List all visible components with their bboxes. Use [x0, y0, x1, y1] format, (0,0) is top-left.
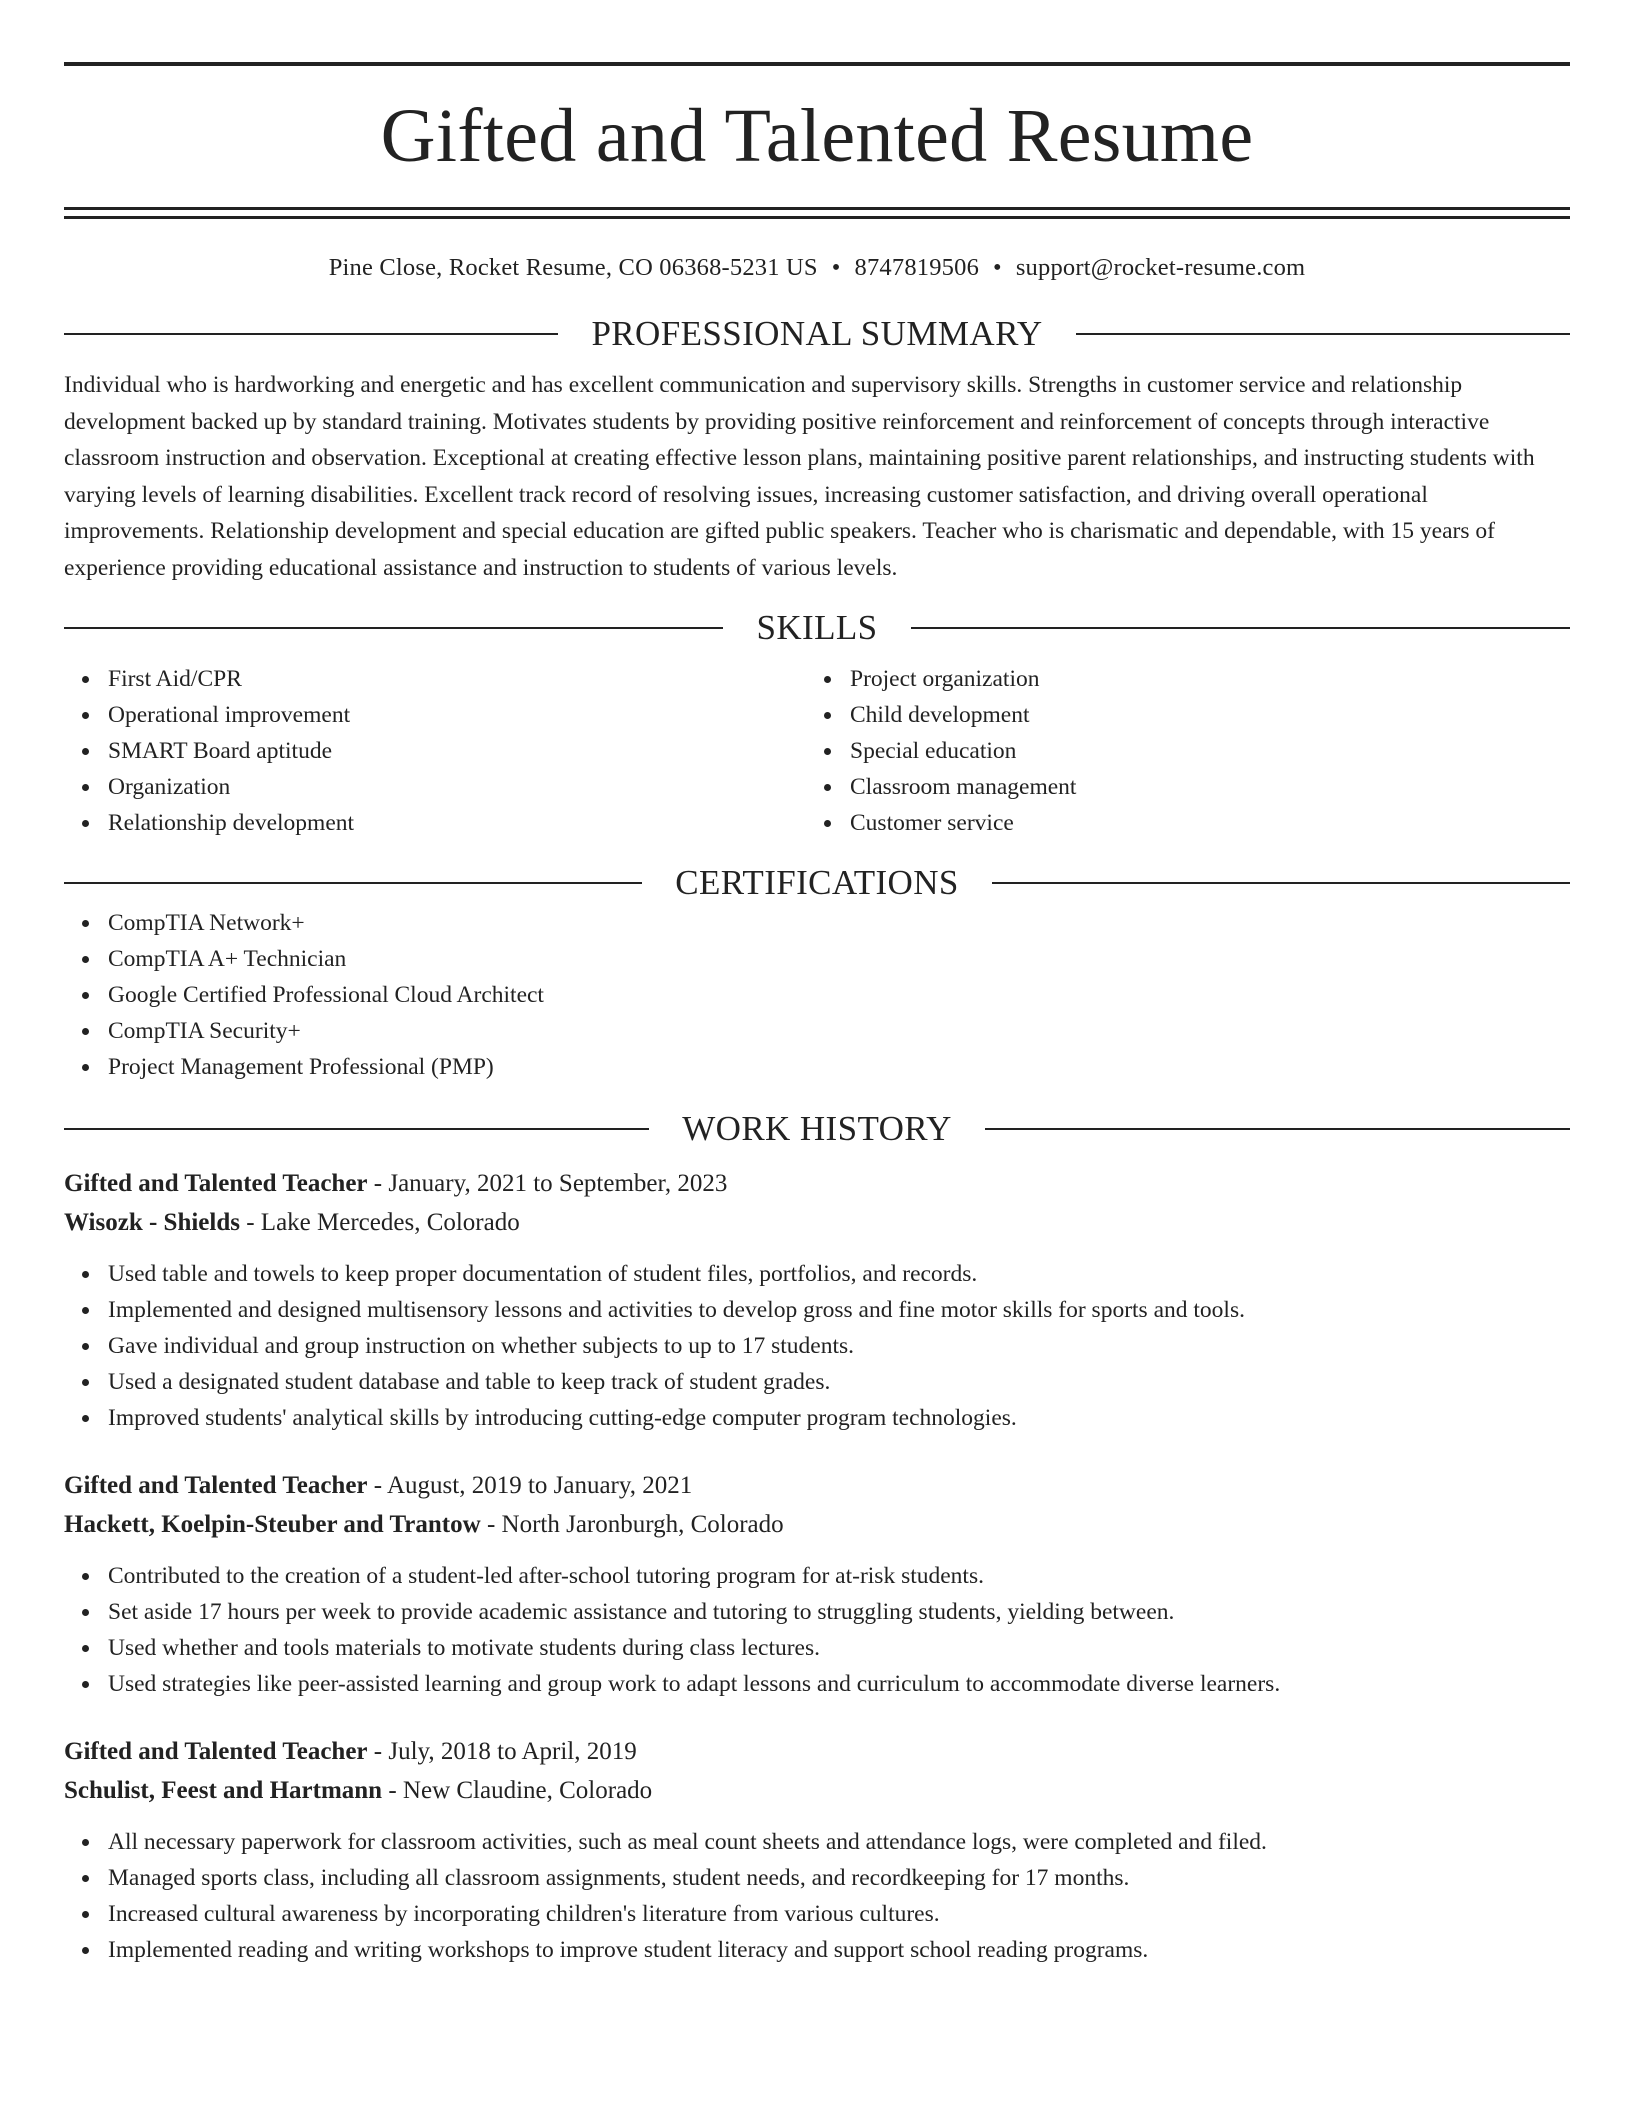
- heading-rule-left: [64, 333, 558, 335]
- skill-item: Classroom management: [850, 769, 1548, 805]
- section-title: CERTIFICATIONS: [675, 863, 959, 902]
- contact-line: [64, 252, 1570, 284]
- job-title-line: [64, 1732, 1570, 1771]
- job-duty-item: Used table and towels to keep proper documentation of student files, portfolios, and records.: [108, 1256, 1570, 1292]
- skill-item: First Aid/CPR: [108, 661, 806, 697]
- job-location: - New Claudine, Colorado: [382, 1777, 653, 1804]
- certification-item: Project Management Professional (PMP): [108, 1049, 1570, 1085]
- job-employer-line: [64, 1203, 1570, 1242]
- job-entry: [64, 1732, 1570, 1968]
- job-duty-item: Used strategies like peer-assisted learning and group work to adapt lessons and curriculum to accommodate diverse learners.: [108, 1666, 1570, 1702]
- heading-rule-left: [64, 882, 642, 884]
- section-title: WORK HISTORY: [682, 1109, 952, 1148]
- section-heading-work-history: [64, 1107, 1570, 1151]
- skill-item: Relationship development: [108, 805, 806, 841]
- skills-column-left: [64, 661, 806, 841]
- heading-rule-left: [64, 627, 723, 629]
- certification-item: CompTIA Network+: [108, 905, 1570, 941]
- job-duty-item: Set aside 17 hours per week to provide academic assistance and tutoring to struggling students, yielding between.: [108, 1594, 1570, 1630]
- job-title: Gifted and Talented Teacher: [64, 1472, 368, 1499]
- job-entry: [64, 1466, 1570, 1702]
- job-duty-item: Implemented reading and writing workshops to improve student literacy and support school reading programs.: [108, 1932, 1570, 1968]
- contact-separator: •: [831, 254, 841, 281]
- resume-title: Gifted and Talented Resume: [380, 94, 1254, 178]
- job-duty-item: Implemented and designed multisensory lessons and activities to develop gross and fine motor skills for sports and tools.: [108, 1292, 1570, 1328]
- section-heading-skills: [64, 606, 1570, 650]
- skill-item: SMART Board aptitude: [108, 733, 806, 769]
- section-title: SKILLS: [756, 608, 878, 647]
- job-dates: - August, 2019 to January, 2021: [367, 1472, 693, 1499]
- heading-rule-left: [64, 1128, 649, 1130]
- job-employer: Wisozk - Shields: [64, 1209, 240, 1236]
- skill-item: Special education: [850, 733, 1548, 769]
- job-duties-list: [64, 1824, 1570, 1968]
- skills-column-right: [806, 661, 1548, 841]
- job-title-line: [64, 1164, 1570, 1203]
- skill-item: Organization: [108, 769, 806, 805]
- contact-separator: •: [993, 254, 1002, 281]
- heading-rule-right: [911, 627, 1570, 629]
- job-employer-line: [64, 1771, 1570, 1810]
- job-duty-item: Used a designated student database and table to keep track of student grades.: [108, 1364, 1570, 1400]
- skill-item: Customer service: [850, 805, 1548, 841]
- skills-list-right: [806, 661, 1548, 841]
- job-entry: [64, 1164, 1570, 1436]
- summary-text: Individual who is hardworking and energetic and has excellent communication and supervisory skills. Strengths in customer service and relationship development backed up by standard training. Motivates students by providing positive reinforcement and reinforcement of concepts through interactive classroom instruction and observation. Exceptional at creating effective lesson plans, maintaining positive parent relationships, and instructing students with varying levels of learning disabilities. Excellent track record of resolving issues, increasing customer satisfaction, and driving overall operational improvements. Relationship development and special education are gifted public speakers. Teacher who is charismatic and dependable, with 15 years of experience providing educational assistance and instruction to students of various levels.: [64, 372, 1535, 581]
- skill-item: Project organization: [850, 661, 1548, 697]
- job-dates: - January, 2021 to September, 2023: [367, 1170, 728, 1197]
- job-duty-item: Improved students' analytical skills by introducing cutting-edge computer program technologies.: [108, 1400, 1570, 1436]
- job-duties-list: [64, 1558, 1570, 1702]
- job-dates: - July, 2018 to April, 2019: [367, 1738, 637, 1765]
- skills-list-left: [64, 661, 806, 841]
- heading-rule-right: [985, 1128, 1570, 1130]
- job-duty-item: Used whether and tools materials to motivate students during class lectures.: [108, 1630, 1570, 1666]
- header-double-rule: [64, 207, 1570, 219]
- job-title: Gifted and Talented Teacher: [64, 1738, 368, 1765]
- job-duty-item: Managed sports class, including all classroom assignments, student needs, and recordkeeping for 17 months.: [108, 1860, 1570, 1896]
- job-title: Gifted and Talented Teacher: [64, 1170, 368, 1197]
- section-title: PROFESSIONAL SUMMARY: [591, 314, 1043, 353]
- job-location: - North Jaronburgh, Colorado: [480, 1511, 784, 1538]
- contact-phone: 8747819506: [854, 254, 980, 281]
- skills-grid: [64, 661, 1570, 841]
- certification-item: CompTIA Security+: [108, 1013, 1570, 1049]
- job-employer: Hackett, Koelpin-Steuber and Trantow: [64, 1511, 481, 1538]
- certification-item: CompTIA A+ Technician: [108, 941, 1570, 977]
- section-heading-summary: [64, 312, 1570, 356]
- job-employer-line: [64, 1505, 1570, 1544]
- contact-email: support@rocket-resume.com: [1015, 254, 1306, 281]
- certifications-list: [64, 905, 1570, 1085]
- job-employer: Schulist, Feest and Hartmann: [64, 1777, 383, 1804]
- job-title-line: [64, 1466, 1570, 1505]
- job-duty-item: Increased cultural awareness by incorporating children's literature from various cultures.: [108, 1896, 1570, 1932]
- job-duty-item: Contributed to the creation of a student-led after-school tutoring program for at-risk students.: [108, 1558, 1570, 1594]
- section-heading-certifications: [64, 861, 1570, 905]
- heading-rule-right: [992, 882, 1570, 884]
- skill-item: Child development: [850, 697, 1548, 733]
- certification-item: Google Certified Professional Cloud Architect: [108, 977, 1570, 1013]
- job-duties-list: [64, 1256, 1570, 1436]
- skill-item: Operational improvement: [108, 697, 806, 733]
- contact-address: Pine Close, Rocket Resume, CO 06368-5231 US: [328, 254, 818, 281]
- heading-rule-right: [1076, 333, 1570, 335]
- job-duty-item: Gave individual and group instruction on whether subjects to up to 17 students.: [108, 1328, 1570, 1364]
- job-location: - Lake Mercedes, Colorado: [239, 1209, 520, 1236]
- job-duty-item: All necessary paperwork for classroom activities, such as meal count sheets and attendance logs, were completed and filed.: [108, 1824, 1570, 1860]
- header-top-rule: [64, 62, 1570, 66]
